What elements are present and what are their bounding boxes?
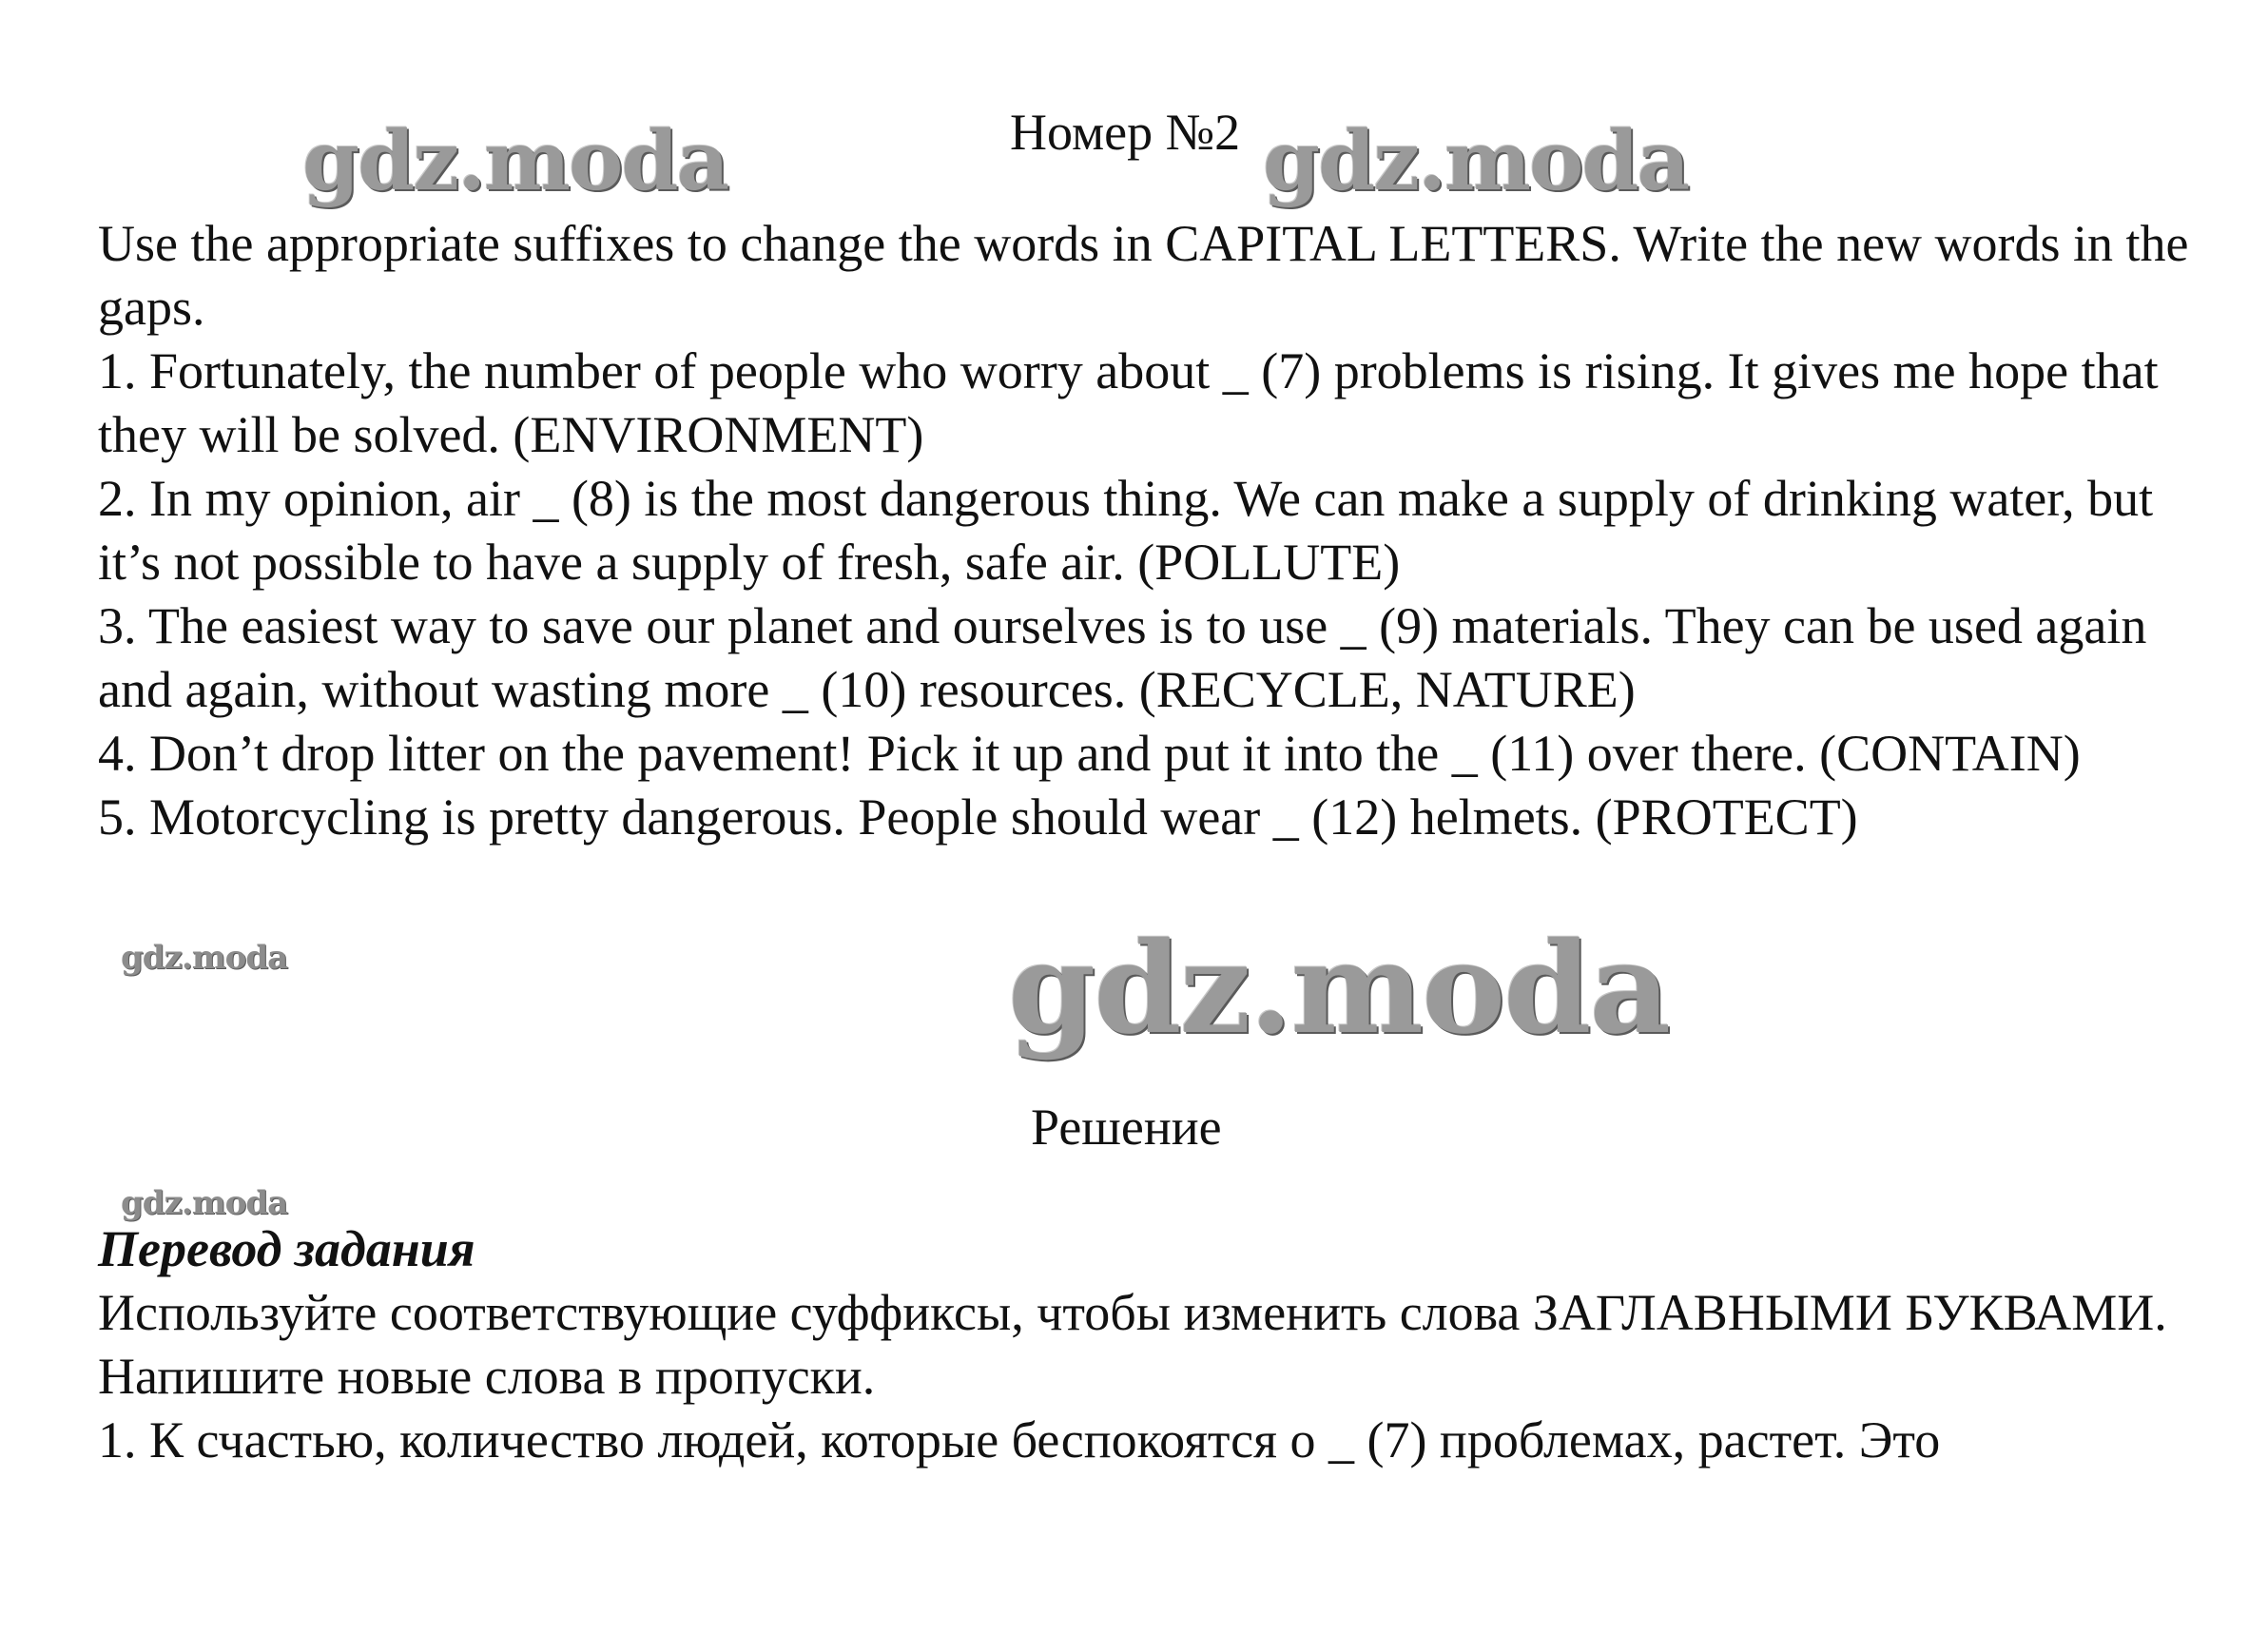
task-item: 1. Fortunately, the number of people who worry about _ (7) problems is rising. It gives me hope that they will be solved. (ENVIRONMENT) (98, 342, 2159, 463)
translation-instruction: Используйте соответствующие суффиксы, чтобы изменить слова ЗАГЛАВНЫМИ БУКВАМИ. Напишите новые слова в пропуски. (98, 1284, 2167, 1405)
watermark-logo: gdz.moda (302, 113, 728, 209)
task-item: 5. Motorcycling is pretty dangerous. People should wear _ (12) helmets. (PROTECT) (98, 788, 1858, 846)
task-text (98, 212, 2228, 849)
page-title: Номер №2 (1010, 104, 1241, 161)
task-item: 2. In my opinion, air _ (8) is the most dangerous thing. We can make a supply of drinking water, but it’s not possible to have a supply of fresh, safe air. (POLLUTE) (98, 470, 2154, 591)
task-item: 3. The easiest way to save our planet and ourselves is to use _ (9) materials. They can be used again and again, without wasting more _ (10) resources. (RECYCLE, NATURE) (98, 597, 2147, 718)
task-instruction: Use the appropriate suffixes to change the words in CAPITAL LETTERS. Write the new words in the gaps. (98, 215, 2189, 336)
watermark-logo: gdz.moda (121, 1184, 288, 1222)
watermark-logo: gdz.moda (1008, 915, 1670, 1062)
translation-heading: Перевод задания (98, 1220, 475, 1277)
solution-title: Решение (1031, 1099, 1222, 1156)
translation-item: 1. К счастью, количество людей, которые беспокоятся о _ (7) проблемах, растет. Это (98, 1411, 1941, 1469)
watermark-logo: gdz.moda (1263, 113, 1689, 209)
task-item: 4. Don’t drop litter on the pavement! Pick it up and put it into the _ (11) over there. (CONTAIN) (98, 725, 2081, 782)
watermark-logo: gdz.moda (121, 939, 288, 977)
translation-section (98, 1217, 2228, 1472)
